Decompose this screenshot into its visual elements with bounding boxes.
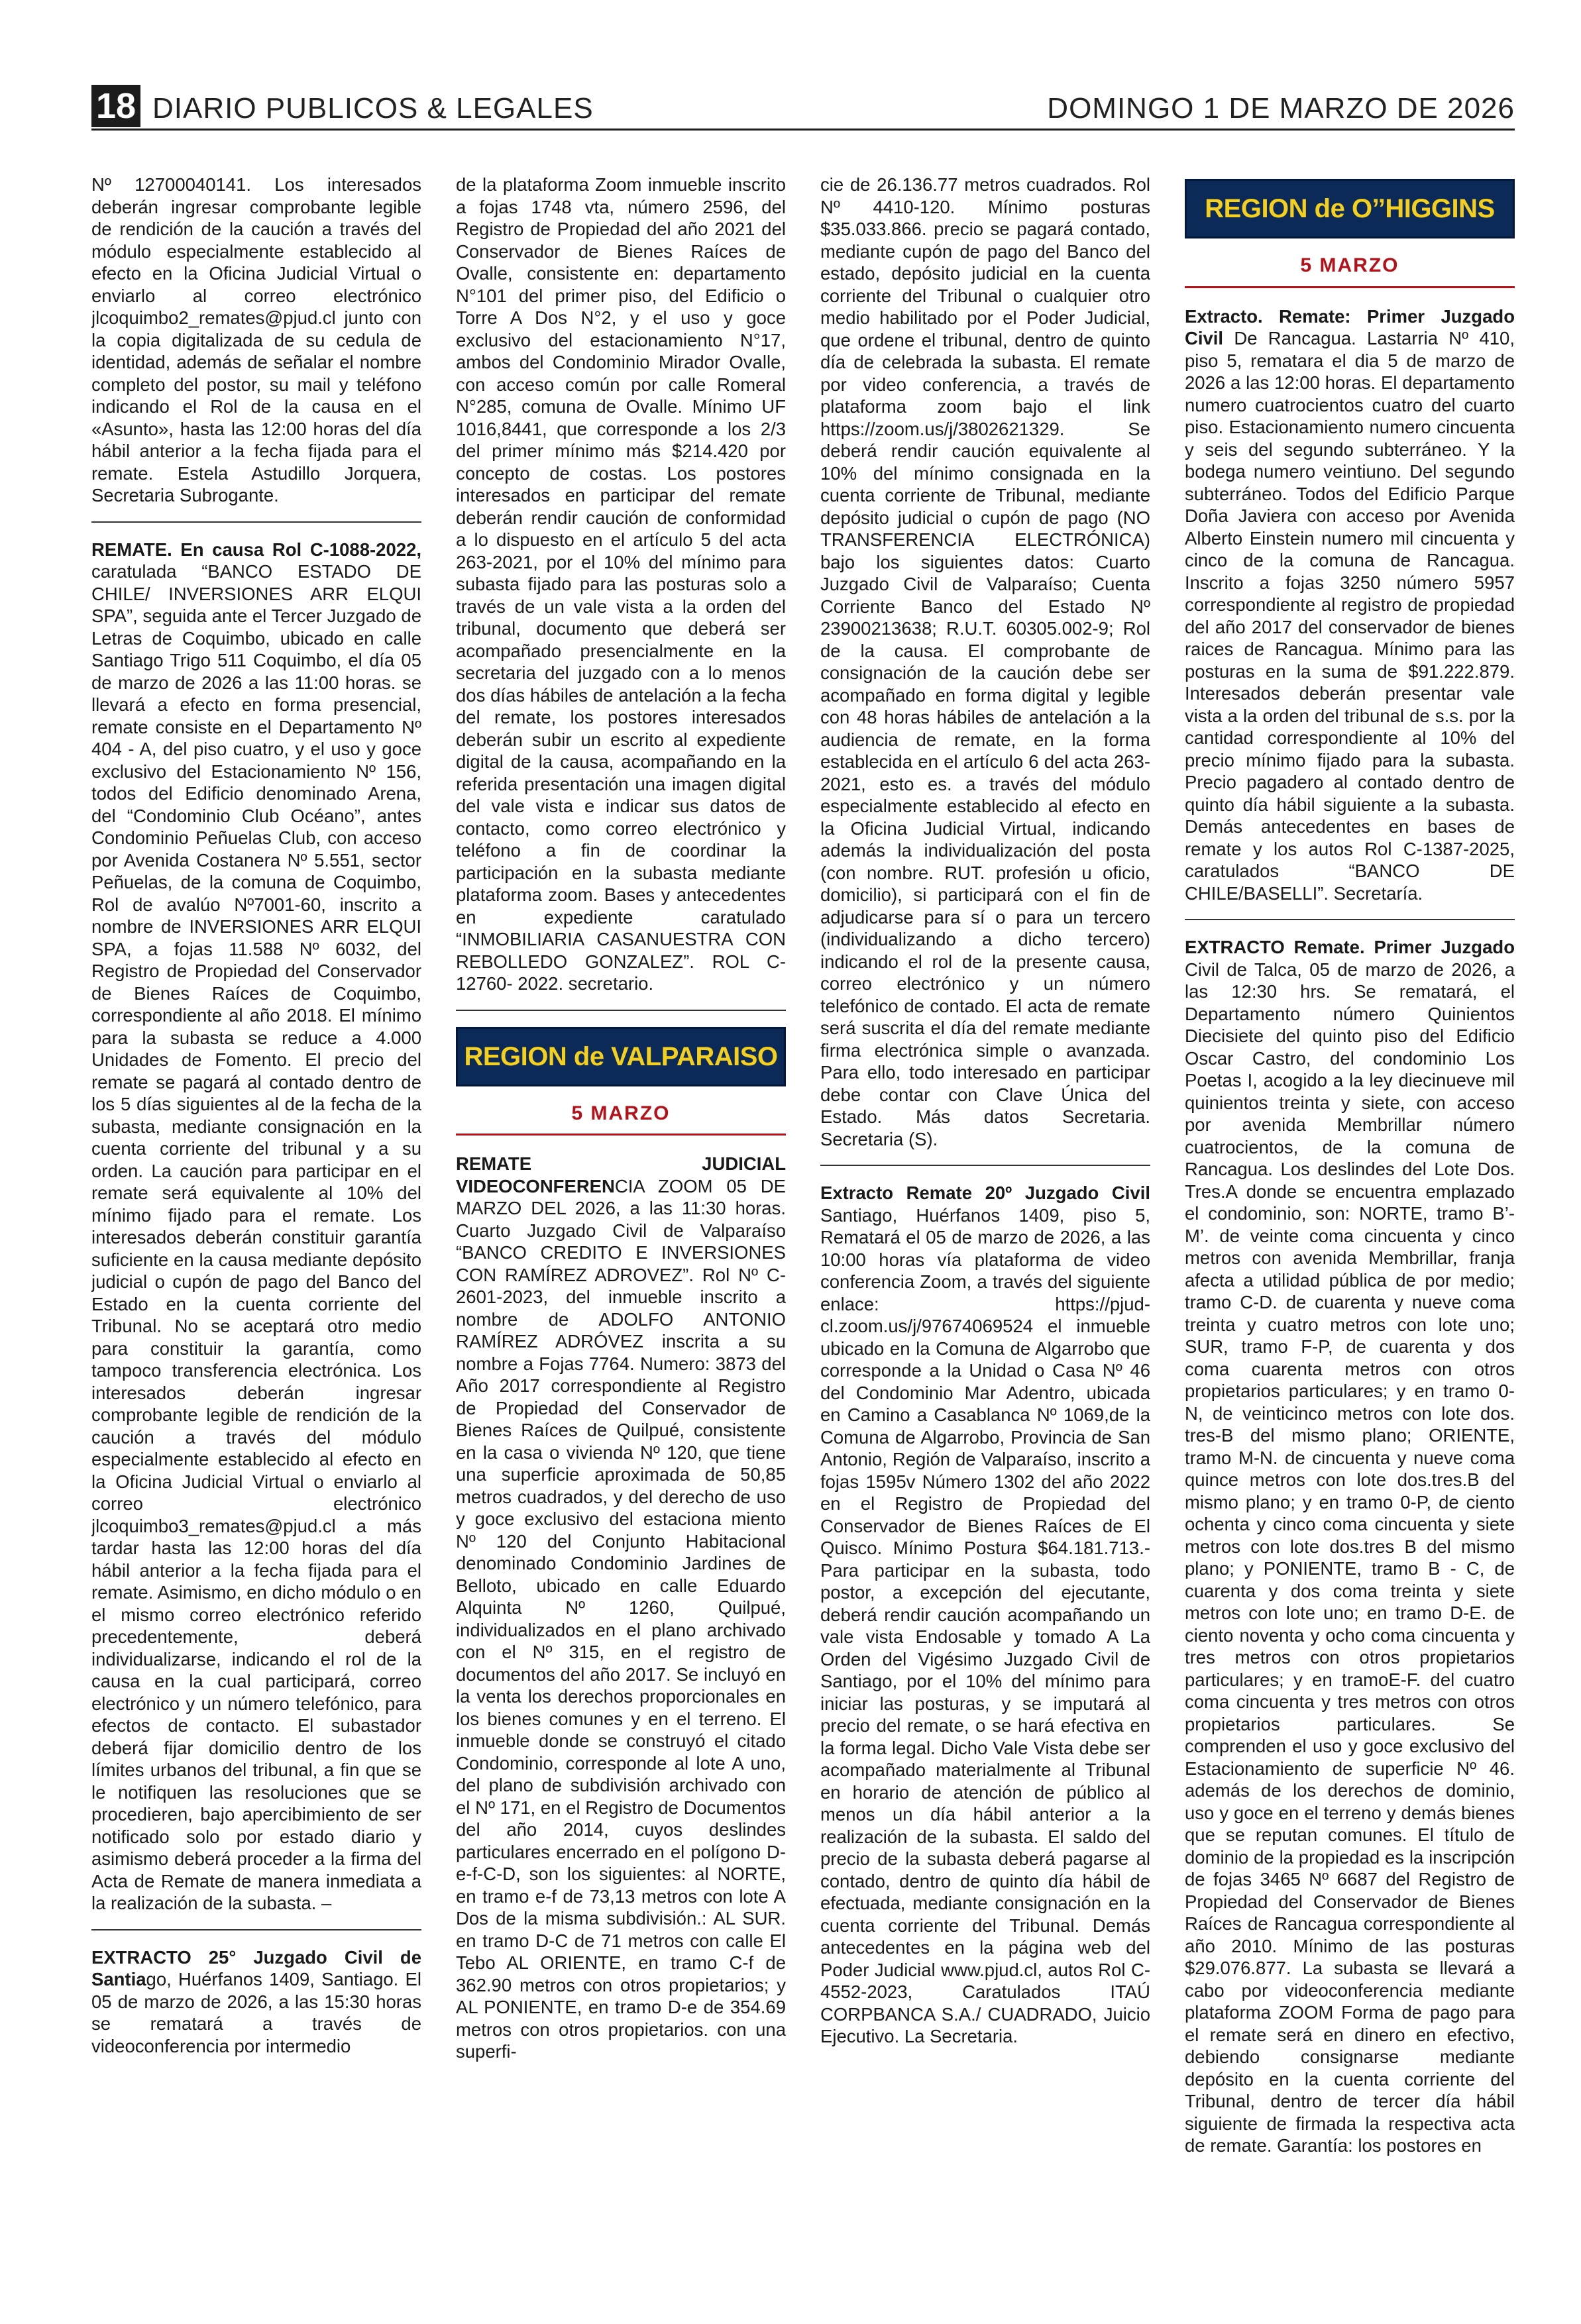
notice-lead: EXTRACTO Remate. Primer Juzgado — [1185, 937, 1515, 957]
notice-text: Santiago, Huérfanos 1409, piso 5, Rematará el 05 de marzo de 2026, a las 10:00 horas vía plataforma de video conferencia Zoom, a través del siguiente enlace: https://pjud-cl.zoom.us/j/97674069524 el inmueble ubicado en la Comuna de Algarrobo que corresponde a la Unidad o Casa Nº 46 del Condominio Mar Adentro, ubicada en Camino a Casablanca Nº 1069,de la Comuna de Algarrobo, Provincia de San Antonio, Región de Valparaíso, inscrito a fojas 1595v Número 1302 del año 2022 en el Registro de Propiedad del Conservador de Bienes Raíces de El Quisco. Mínimo Postura $64.181.713.- Para participar en la subasta, todo postor, a excepción del ejecutante, deberá rendir caución acompañando un vale vista Endosable y tomado A La Orden del Vigésimo Juzgado Civil de Santiago, por el 10% del mínimo para iniciar las posturas, y se imputará al precio del remate, o se hará efectiva en la forma legal. Dicho Vale Vista debe ser acompañado materialmente al Tribunal en horario de atención de público al menos un día hábil anterior a la realización de la subasta. El saldo del precio de la subasta deberá pagarse al contado, dentro de quinto día hábil de efectuada, mediante consignación en la cuenta corriente del Tribunal. Demás antecedentes en la página web del Poder Judicial www.pjud.cl, autos Rol C-4552-2023, Caratulados ITAÚ CORPBANCA S.A./ CUADRADO, Juicio Ejecutivo. La Secretaria. — [820, 1204, 1150, 2046]
notice-text: De Rancagua. Lastarria Nº 410, piso 5, rematara el dia 5 de marzo de 2026 a las 12:00 horas. El departamento numero cuatrocientos cuatro del cuarto piso. Estacionamiento numero cincuenta y seis del segundo subterráneo. Y la bodega numero veintiuno. Del segundo subterráneo. Todos del Edificio Parque Doña Javiera con acceso por Avenida Alberto Einstein numero mil cincuenta y cinco de la comuna de Rancagua. Inscrito a fojas 3250 número 5957 correspondiente al registro de propiedad del año 2017 del conservador de bienes raices de Rancagua. Mínimo para las posturas en la suma de $91.222.879. Interesados deberán presentar vale vista a la orden del tribunal de s.s. por la cantidad correspondiente al 10% del precio mínimo fijado para la subasta. Precio pagadero al contado dentro de quinto día hábil siguiente a la subasta. Demás antecedentes en bases de remate y los autos Rol C-1387-2025, caratulados “BANCO DE CHILE/BASELLI”. Secretaría. — [1185, 328, 1515, 904]
notice — [1185, 936, 1515, 2157]
notice — [456, 1153, 786, 2063]
notice — [456, 174, 786, 995]
notice-text: Civil de Talca, 05 de marzo de 2026, a las 12:30 hrs. Se rematará, el Departamento número Quinientos Diecisiete del quinto piso del Edificio Oscar Castro, del condominio Los Poetas I, acogido a la ley diecinueve mil quinientos treinta y siete, con acceso por avenida Membrillar número cuatrocientos, de la comuna de Rancagua. Los deslindes del Lote Dos. Tres.A donde se encuentra emplazado el condominio, son: NORTE, tramo B’-M’. de veinte coma cincuenta y cinco metros con avenida Membrillar, franja afecta a utilidad pública de por medio; tramo C-D. de cuarenta y nueve coma treinta y cuatro metros con lote uno; SUR, tramo F-P, de cuarenta y dos coma cuarenta metros con otros propietarios particulares; y en tramo 0-N, de veinticinco metros con lote dos. tres-B del mismo plano; ORIENTE, tramo M-N. de cincuenta y nueve coma quince metros con lote dos.tres.B del mismo plano; y en tramo 0-P, de ciento ochenta y cinco coma cincuenta y siete metros con lote dos.tres B del mismo plano; y PONIENTE, tramo B - C, de cuarenta y dos coma treinta y siete metros con lote uno; en tramo D-E. de ciento noventa y ocho coma cincuenta y tres metros con otros propietarios particulares; y en tramoE-F. del cuatro coma cincuenta y tres metros con otros propietarios particulares. Se comprenden el uso y goce exclusivo del Estacionamiento de superficie Nº 46. además de los derechos de dominio, uso y goce en el terreno y demás bienes que se reputan comunes. El título de dominio de la propiedad es la inscripción de fojas 3465 Nº 6687 del Registro de Propiedad del Conservador de Bienes Raíces de Rancagua correspondiente al año 2010. Mínimo de las posturas $29.076.877. La subasta se llevará a cabo por videoconferencia mediante plataforma ZOOM Forma de pago para el remate será en dinero en efectivo, debiendo consignarse mediante depósito en la cuenta corriente del Tribunal, dentro de tercer día hábil siguiente de firmada la respectiva acta de remate. Garantía: los postores en — [1185, 959, 1515, 2156]
publication-title: DIARIO PUBLICOS & LEGALES — [152, 92, 594, 125]
publication-date: DOMINGO 1 DE MARZO DE 2026 — [1047, 92, 1515, 125]
notice-text: caratulada “BANCO ESTADO DE CHILE/ INVERSIONES ARR ELQUI SPA”, seguida ante el Tercer Juzgado de Letras de Coquimbo, ubicado en calle Santiago Trigo 511 Coquimbo, el día 05 de marzo de 2026 a las 11:00 horas. se llevará a efecto en forma presencial, remate consiste en el Departamento Nº 404 - A, del piso cuatro, y el uso y goce exclusivo del Estacionamiento Nº 156, todos del Edificio denominado Arena, del “Condominio Club Océano”, antes Condominio Peñuelas Club, con acceso por Avenida Costanera Nº 5.551, sector Peñuelas, de la comuna de Coquimbo, Rol de avalúo Nº7001-60, inscrito a nombre de INVERSIONES ARR ELQUI SPA, a fojas 11.588 Nº 6032, del Registro de Propiedad del Conservador de Bienes Raíces de Coquimbo, correspondiente al año 2018. El mínimo para la subasta se reduce a 4.000 Unidades de Fomento. El precio del remate se pagará al contado dentro de los 5 días siguientes al de la fecha de la subasta, mediante consignación en la cuenta corriente del tribunal y a su orden. La caución para participar en el remate será equivalente al 10% del mínimo fijado para el remate. Los interesados deberán constituir garantía suficiente en la causa mediante depósito judicial o cupón de pago del Banco del Estado en la cuenta corriente del Tribunal. No se aceptará otro medio para constituir la garantía, como tampoco transferencia electrónica. Los interesados deberán ingresar comprobante legible de rendición de la caución a través del módulo especialmente establecido al efecto en la Oficina Judicial Virtual o enviarlo al correo electrónico jlcoquimbo3_remates@pjud.cl a más tardar hasta las 12:00 horas del día hábil anterior a la fecha fijada para el remate. Asimismo, en dicho módulo o en el mismo correo electrónico referido precedentemente, deberá individualizarse, indicando el rol de la causa en la cual participará, correo electrónico y un número telefónico, para efectos de contacto. El subastador deberá fijar domicilio dentro de los límites urbanos del tribunal, a fin que se le notifiquen las resoluciones que se procedieren, bajo apercibimiento de ser notificado solo por estado diario y asimismo deberá proceder a la firma del Acta de Remate de manera inmediata a la realización de la subasta. – — [91, 561, 421, 1913]
page-header — [91, 82, 1515, 131]
notice-text: de la plataforma Zoom inmueble inscrito a fojas 1748 vta, número 2596, del Registro de Propiedad del año 2021 del Conservador de Bienes Raíces de Ovalle, consistente en: departamento N°101 del primer piso, del Edificio o Torre A Dos N°2, y el uso y goce exclusivo del estacionamiento N°17, ambos del Condominio Mirador Ovalle, con acceso común por calle Romeral N°285, comuna de Ovalle. Mínimo UF 1016,8441, que corresponde a los 2/3 del primer mínimo más $214.420 por concepto de costas. Los postores interesados en participar del remate deberán rendir caución de conformidad a lo dispuesto en el artículo 5 del acta 263-2021, por el 10% del mínimo para subasta fijado para las posturas solo a través de un vale vista a la orden del tribunal, documento que deberá ser acompañado presencialmente en la secretaria del juzgado con a lo menos dos días hábiles de antelación a la fecha del remate, los postores interesados deberán subir un escrito al expediente digital de la causa, acompañando en la referida presentación una imagen digital del vale vista e indicar sus datos de contacto, como correo electrónico y teléfono a fin de coordinar la participación en la subasta mediante plataforma zoom. Bases y antecedentes en expediente caratulado “INMOBILIARIA CASANUESTRA CON REBOLLEDO GONZALEZ”. ROL C-12760- 2022. secretario. — [456, 174, 786, 994]
notice — [91, 174, 421, 507]
region-banner: REGION de VALPARAISO — [456, 1027, 786, 1086]
divider — [91, 521, 421, 523]
notice — [1185, 305, 1515, 905]
notice — [820, 174, 1150, 1150]
notice-text: CIA ZOOM 05 DE MARZO DEL 2026, a las 11:30 horas. Cuarto Juzgado Civil de Valparaíso “BANCO CREDITO E INVERSIONES CON RAMÍREZ ADROVEZ”. Rol Nº C-2601-2023, del inmueble inscrito a nombre de ADOLFO ANTONIO RAMÍREZ ADRÓVEZ inscrita a su nombre a Fojas 7764. Numero: 3873 del Año 2017 correspondiente al Registro de Propiedad del Conservador de Bienes Raíces de Quilpué, consistente en la casa o vivienda Nº 120, que tiene una superficie aproximada de 50,85 metros cuadrados, y del derecho de uso y goce exclusivo del estaciona miento Nº 120 del Conjunto Habitacional denominado Condominio Jardines de Belloto, ubicado en calle Eduardo Alquinta Nº 1260, Quilpué, individualizados en el plano archivado con el Nº 315, en el registro de documentos del año 2017. Se incluyó en la venta los derechos proporcionales en los bienes comunes y en el terreno. El inmueble donde se construyó el citado Condominio, corresponde al lote A uno, del plano de subdivisión archivado con el Nº 171, en el Registro de Documentos del año 2014, cuyos deslindes particulares encerrado en el polígono D-e-f-C-D, son los siguientes: al NORTE, en tramo e-f de 73,13 metros con lote A Dos de la misma subdivisión.: AL SUR. en tramo D-C de 71 metros con calle El Tebo AL ORIENTE, en tramo C-f de 362.90 metros con otros propietarios; y AL PONIENTE, en tramo D-e de 354.69 metros con otros propietarios. con una superfi- — [456, 1175, 786, 2062]
notice — [91, 1946, 421, 2058]
notice-lead: Extracto Remate 20º Juzgado Civil — [820, 1183, 1150, 1203]
column-3 — [820, 174, 1150, 2294]
divider — [91, 1929, 421, 1930]
notice-text: Nº 12700040141. Los interesados deberán ingresar comprobante legible de rendición de la caución a través del módulo especialmente establecido al efecto en la Oficina Judicial Virtual o enviarlo al correo electrónico jlcoquimbo2_remates@pjud.cl junto con la copia digitalizada de su cedula de identidad, además de señalar el nombre completo del postor, su mail y teléfono indicando el Rol de la causa en el «Asunto», hasta las 12:00 horas del día hábil anterior a la fecha fijada para el remate. Estela Astudillo Jorquera, Secretaria Subrogante. — [91, 174, 421, 505]
column-2 — [456, 174, 786, 2294]
column-4 — [1185, 174, 1515, 2294]
column-1 — [91, 174, 421, 2294]
notice-lead: Extracto. Remate: Primer Juzgado Civil — [1185, 305, 1515, 348]
divider — [456, 1010, 786, 1011]
notice-text: cie de 26.136.77 metros cuadrados. Rol Nº 4410-120. Mínimo posturas $35.033.866. precio se pagará contado, mediante cupón de pago del Banco del estado, depósito judicial en la cuenta corriente del Tribunal o cualquier otro medio habilitado por el Poder Judicial, que ordene el tribunal, dentro de quinto día de celebrada la subasta. El remate por video conferencia, a través de plataforma zoom bajo el link https://zoom.us/j/3802621329. Se deberá rendir caución equivalente al 10% del mínimo consignada en la cuenta corriente de Tribunal, mediante depósito judicial o cupón de pago (NO TRANSFERENCIA ELECTRÓNICA) bajo los siguientes datos: Cuarto Juzgado Civil de Valparaíso; Cuenta Corriente Banco del Estado Nº 23900213638; R.U.T. 60305.002-9; Rol de la causa. El comprobante de consignación de la caución debe ser acompañado en forma digital y legible con 48 horas hábiles de antelación a la audiencia de remate, en la forma establecida en el artículo 6 del acta 263-2021, esto es. a través del módulo especialmente establecido al efecto en la Oficina Judicial Virtual, indicando además la individualización del posta (con nombre. RUT. profesión u oficio, domicilio), si participará con el fin de adjudicarse para sí o para un tercero (individualizando a dicho tercero) indicando el rol de la presente causa, correo electrónico y un número telefónico de contado. El acta de remate será suscrita el día del remate mediante firma electrónica simple o avanzada. Para ello, todo interesado en participar debe contar con Clave Única del Estado. Más datos Secretaria. Secretaria (S). — [820, 174, 1150, 1149]
date-heading: 5 MARZO — [456, 1102, 786, 1136]
region-banner: REGION de O’’HIGGINS — [1185, 179, 1515, 238]
date-heading: 5 MARZO — [1185, 254, 1515, 288]
notice-lead: REMATE JUDICIAL VIDEOCONFEREN — [456, 1153, 786, 1196]
divider — [1185, 919, 1515, 920]
notice — [820, 1182, 1150, 2048]
notice-lead: EXTRACTO 25° Juzgado Civil de Santia — [91, 1946, 421, 1989]
columns — [91, 174, 1515, 2294]
page-number: 18 — [91, 85, 140, 127]
notice-text: go, Huérfanos 1409, Santiago. El 05 de marzo de 2026, a las 15:30 horas se rematará a través de videoconferencia por intermedio — [91, 1969, 421, 2056]
divider — [820, 1165, 1150, 1166]
notice-lead: REMATE. En causa Rol C-1088-2022, — [91, 539, 421, 560]
notice — [91, 539, 421, 1915]
